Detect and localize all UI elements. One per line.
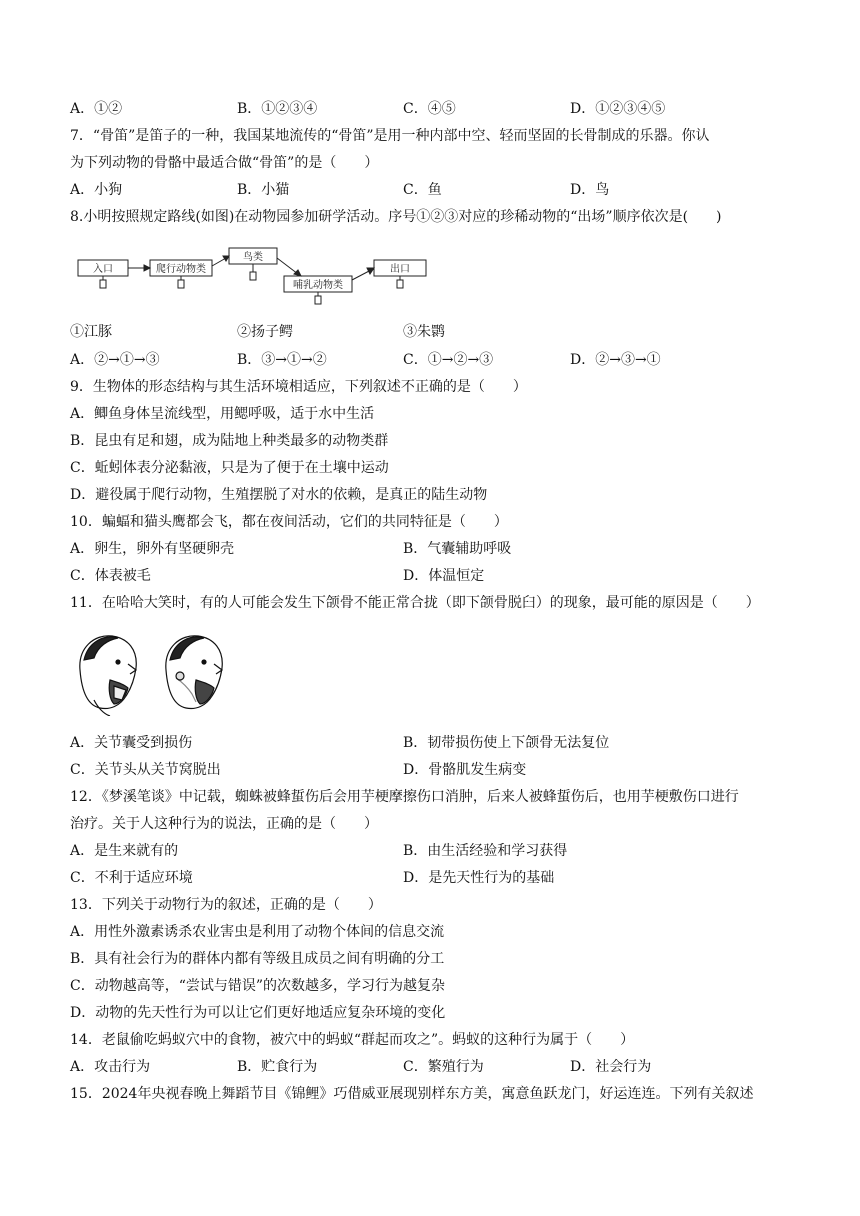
q9-option-a: A．鲫鱼身体呈流线型，用鳃呼吸，适于水中生活 [70,406,375,422]
q9-option-c: C．蚯蚓体表分泌黏液，只是为了便于在土壤中运动 [70,460,389,476]
q6-option-b: B．①②③④ [237,101,318,117]
q9-option-d: D．避役属于爬行动物，生殖摆脱了对水的依赖，是真正的陆生动物 [70,487,488,503]
q13-option-a: A．用性外激素诱杀农业害虫是利用了动物个体间的信息交流 [70,924,445,940]
q13-option-b: B．具有社会行为的群体内都有等级且成员之间有明确的分工 [70,951,445,967]
q12-option-c: C．不利于适应环境 [70,870,193,886]
q6-option-d: D．①②③④⑤ [570,101,666,117]
q9-stem: 9．生物体的形态结构与其生活环境相适应，下列叙述不正确的是（ ） [70,379,527,395]
exit-sign [374,260,426,288]
q8-option-c: C．①→②→③ [403,352,494,368]
q8-option-d: D．②→③→① [570,352,661,368]
q14-option-b: B．贮食行为 [237,1059,318,1075]
q15-stem: 15．2024年央视春晚上舞蹈节目《锦鲤》巧借威亚展现别样东方美，寓意鱼跃龙门，好运连连。下列有关叙述 [70,1086,754,1102]
q12-option-d: D．是先天性行为的基础 [403,870,555,886]
q12-option-b: B．由生活经验和学习获得 [403,843,568,859]
zoo-route-diagram [72,246,432,306]
exit-label: 出口 [390,264,410,275]
birds-sign [229,248,277,280]
q8-option-b: B．③→①→② [237,352,327,368]
q10-option-b: B．气囊辅助呼吸 [403,541,512,557]
q7-stem-line2: 为下列动物的骨骼中最适合做“骨笛”的是（ ） [70,155,379,171]
reptiles-label: 爬行动物类 [156,264,206,275]
q10-stem: 10．蝙蝠和猫头鹰都会飞，都在夜间活动，它们的共同特征是（ ） [70,514,508,530]
q7-option-c: C．鱼 [403,182,442,198]
q14-option-a: A．攻击行为 [70,1059,151,1075]
mammals-label: 哺乳动物类 [293,280,343,291]
q8-animal-2: ②扬子鳄 [237,324,293,340]
q7-option-a: A．小狗 [70,182,123,198]
q7-stem-line1: 7．“骨笛”是笛子的一种，我国某地流传的“骨笛”是用一种内部中空、轻而坚固的长骨制成的乐器。你认 [70,128,710,144]
q8-option-a: A．②→①→③ [70,352,160,368]
q8-stem: 8.小明按照规定路线(如图)在动物园参加研学活动。序号①②③对应的珍稀动物的“出场”顺序依次是( ) [70,209,722,225]
q10-option-c: C．体表被毛 [70,568,151,584]
mammals-sign [284,276,352,304]
q6-option-c: C．④⑤ [403,101,456,117]
q13-option-d: D．动物的先天性行为可以让它们更好地适应复杂环境的变化 [70,1005,446,1021]
entrance-sign [78,260,128,288]
q11-option-b: B．韧带损伤使上下颌骨无法复位 [403,735,610,751]
birds-label: 鸟类 [243,252,263,263]
q7-option-d: D．鸟 [570,182,610,198]
q12-stem-line2: 治疗。关于人这种行为的说法，正确的是（ ） [70,816,378,832]
q11-option-d: D．骨骼肌发生病变 [403,762,527,778]
q12-stem-line1: 12．《梦溪笔谈》中记载，蜘蛛被蜂蜇伤后会用芋梗摩擦伤口消肿，后来人被蜂蜇伤后，也用芋梗敷伤口进行 [70,789,739,805]
q13-option-c: C．动物越高等，“尝试与错误”的次数越多，学习行为越复杂 [70,978,446,994]
reptiles-sign [150,260,212,288]
entrance-label: 入口 [93,264,113,275]
q6-option-a: A．①② [70,101,123,117]
q7-option-b: B．小猫 [237,182,290,198]
q14-option-d: D．社会行为 [570,1059,652,1075]
face-illustration-1 [80,636,136,716]
face-illustration-2 [166,636,222,709]
q11-option-a: A．关节囊受到损伤 [70,735,193,751]
q13-stem: 13．下列关于动物行为的叙述，正确的是（ ） [70,897,382,913]
q11-stem: 11．在哈哈大笑时，有的人可能会发生下颌骨不能正常合拢（即下颌骨脱臼）的现象，最可能的原因是（ ） [70,595,760,611]
q9-option-b: B．昆虫有足和翅，成为陆地上种类最多的动物类群 [70,433,389,449]
q14-stem: 14．老鼠偷吃蚂蚁穴中的食物，被穴中的蚂蚁“群起而攻之”。蚂蚁的这种行为属于（ ） [70,1032,635,1048]
q10-option-d: D．体温恒定 [403,568,485,584]
jaw-dislocation-illustration [70,630,230,716]
q8-animal-3: ③朱鹮 [403,324,445,340]
q8-animal-1: ①江豚 [70,324,112,340]
q14-option-c: C．繁殖行为 [403,1059,484,1075]
q10-option-a: A．卵生，卵外有坚硬卵壳 [70,541,235,557]
q11-option-c: C．关节头从关节窝脱出 [70,762,221,778]
q12-option-a: A．是生来就有的 [70,843,179,859]
